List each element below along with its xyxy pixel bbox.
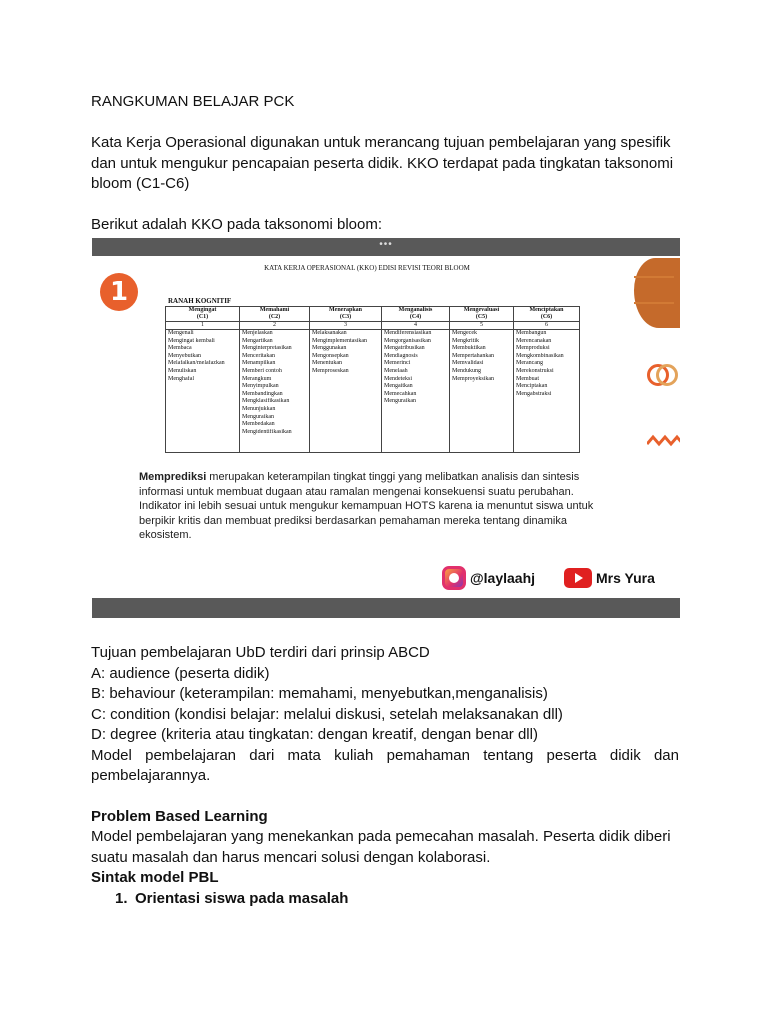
abcd-item: B: behaviour (keterampilan: memahami, menyebutkan,menganalisis) [91,685,548,702]
verb-item: Menguraikan [242,413,274,420]
verb-item: Memerinci [384,360,411,367]
verb-cell [514,330,580,453]
slide-top-bar [92,238,680,256]
verb-item: Memproyeksikan [452,375,494,382]
verb-item: Merekonstruksi [516,367,554,374]
verb-item: Menginterpretasikan [242,345,292,352]
column-header: Menciptakan (C6) [514,307,580,322]
verb-item: Mengkritik [452,337,479,344]
youtube-text: Mrs Yura [596,570,655,586]
kko-table [165,306,580,453]
verb-item: Merancang [516,360,543,367]
verb-item: Mengecek [452,330,477,336]
verb-item: Memproseskan [312,367,349,374]
verb-item: Mengaitkan [384,383,413,390]
verb-item: Membangun [516,330,547,336]
youtube-channel [564,565,655,591]
syntax-item-number: 1. [115,889,128,907]
column-header: Memahami (C2) [240,307,310,322]
document-body-lower [91,643,679,909]
verb-cell [240,330,310,453]
info-text: merupakan keterampilan tingkat tinggi yang melibatkan analisis dan sintesis informasi untuk membuat dugaan atau ramalan mengenai konsekuensi suatu perubahan. Indikator ini lebih sesuai untuk mengukur kemampuan HOTS karena ia menuntut siswa untuk berpikir kritis dan membuat prediksi berdasarkan pemahaman mereka tentang dinamika ekosistem. [139,471,594,541]
verb-item: Melafalkan/melafazkan [168,360,225,367]
verb-cell [166,330,240,453]
verb-item: Merencanakan [516,337,552,344]
verb-cell [450,330,514,453]
pbl-line: suatu masalah dan harus mencari solusi dengan kolaborasi. [91,848,491,866]
verb-item: Menciptakan [516,383,548,390]
slide-bottom-bar [92,598,680,618]
verb-item: Menguraikan [384,398,416,405]
pbl-line: Model pembelajaran yang menekankan pada pemecahan masalah. Peserta didik diberi [91,828,671,845]
verb-item: Mempertahankan [452,352,494,359]
verb-item: Mengidentifikasikan [242,428,292,435]
abcd-item: D: degree (kriteria atau tingkatan: dengan kreatif, dengan benar dll) [91,726,538,743]
column-header: Menerapkan (C3) [310,307,382,322]
verb-item: Menceritakan [242,352,275,359]
verb-item: Mengorganisasikan [384,337,431,344]
intro-line: dan untuk mengukur pencapaian peserta didik. KKO terdapat pada tingkatan taksonomi [91,154,674,172]
lead-in-text: Berikut adalah KKO pada taksonomi bloom: [91,216,382,233]
intro-line: bloom (C1-C6) [91,175,190,192]
verb-item: Menjelaskan [242,330,273,336]
ubd-heading: Tujuan pembelajaran UbD terdiri dari prinsip ABCD [91,644,430,661]
dots-icon: ••• [379,239,393,250]
ranah-label: RANAH KOGNITIF [168,297,232,305]
column-number: 6 [514,322,580,330]
table-verbs-row [166,330,580,453]
verb-item: Menyimpulkan [242,383,279,390]
verb-item: Mengonsepkan [312,352,349,359]
verb-item: Menelaah [384,367,408,374]
document-title: RANGKUMAN BELAJAR PCK [91,93,295,110]
verb-item: Membandingkan [242,390,283,397]
verb-item: Memvalidasi [452,360,484,367]
verb-item: Membaca [168,345,192,352]
verb-cell [310,330,382,453]
column-number: 3 [310,322,382,330]
column-number: 2 [240,322,310,330]
verb-item: Memecahkan [384,390,417,397]
verb-item: Mendukung [452,367,481,374]
verb-item: Menentukan [312,360,342,367]
model-line: Model pembelajaran dari mata kuliah pemahaman tentang peserta didik dan [91,746,679,764]
column-number: 4 [382,322,450,330]
step-number-badge: 1 [100,273,138,311]
youtube-icon [564,568,592,588]
instagram-icon [442,566,466,590]
decorative-circle [656,364,678,386]
column-header: Menganalisis (C4) [382,307,450,322]
table-number-row [166,322,580,330]
verb-item: Memberi contoh [242,367,282,374]
verb-item: Mengklasifikasikan [242,398,290,405]
intro-paragraph [91,133,679,195]
verb-item: Membuktikan [452,345,486,352]
verb-item: Mengenali [168,330,194,336]
column-header: Mengingat (C1) [166,307,240,322]
intro-line: Kata Kerja Operasional digunakan untuk merancang tujuan pembelajaran yang spesifik [91,134,671,151]
column-number: 5 [450,322,514,330]
decorative-zigzag [647,434,680,448]
kko-slide-image [92,238,680,618]
info-term: Memprediksi [139,471,207,483]
slide-title: KATA KERJA OPERASIONAL (KKO) EDISI REVISI TEORI BLOOM [264,264,470,272]
verb-item: Mendiagnosis [384,352,418,359]
verb-item: Mendiferensiasikan [384,330,432,336]
column-number: 1 [166,322,240,330]
verb-item: Mengingat kembali [168,337,215,344]
instagram-handle [442,565,535,591]
verb-item: Menggunakan [312,345,347,352]
verb-item: Merangkum [242,375,272,382]
verb-item: Memproduksi [516,345,550,352]
syntax-heading: Sintak model PBL [91,869,219,886]
verb-item: Menunjukkan [242,405,276,412]
verb-item: Mendeteksi [384,375,412,382]
verb-item: Mengimplementasikan [312,337,367,344]
verb-item: Mengkombinasikan [516,352,564,359]
column-header: Mengevaluasi (C5) [450,307,514,322]
verb-item: Membedakan [242,421,275,428]
abcd-item: C: condition (kondisi belajar: melalui diskusi, setelah melaksanakan dll) [91,705,563,723]
verb-item: Menampilkan [242,360,276,367]
verb-item: Menghafal [168,375,194,382]
verb-item: Menuliskan [168,367,197,374]
verb-item: Mengatribusikan [384,345,425,352]
verb-item: Menyebutkan [168,352,201,359]
verb-item: Melaksanakan [312,330,347,336]
instagram-text: @laylaahj [470,570,536,586]
verb-item: Mengartikan [242,337,273,344]
decorative-lines [634,276,674,304]
abcd-item: A: audience (peserta didik) [91,664,270,682]
syntax-item-text: Orientasi siswa pada masalah [135,889,349,907]
verb-item: Mengabstraksi [516,390,552,397]
syntax-list-item [91,889,679,910]
memprediksi-info [139,470,619,543]
pbl-heading: Problem Based Learning [91,807,268,825]
model-line: pembelajarannya. [91,767,211,784]
table-header-row [166,307,580,322]
verb-cell [382,330,450,453]
verb-item: Membuat [516,375,539,382]
